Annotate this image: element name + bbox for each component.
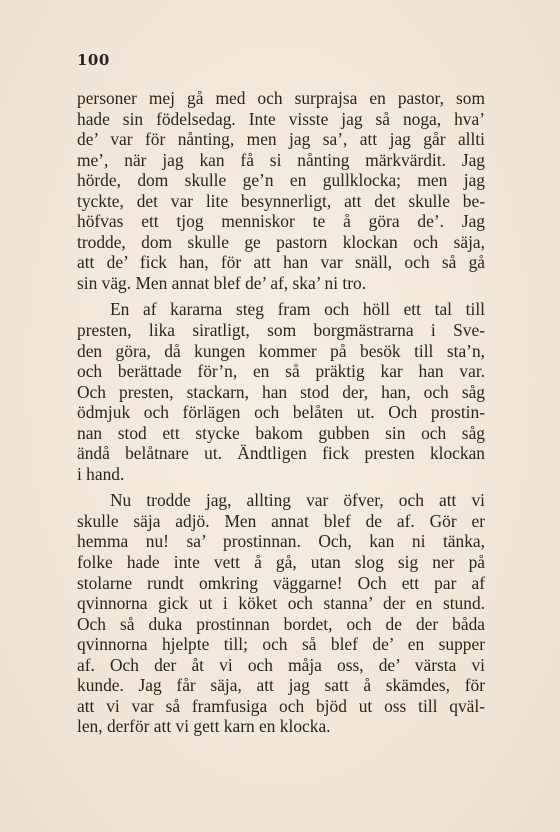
text-line: qvinnorna hjelpte till; och så blef de’ en supper: [77, 634, 485, 655]
text-line: höfvas ett tjog menniskor te å göra de’. Jag: [77, 211, 485, 232]
text-line: kunde. Jag får säja, att jag satt å skämdes, för: [77, 675, 485, 696]
text-line: tyckte, det var lite besynnerligt, att det skulle be-: [77, 190, 485, 211]
text-line: personer mej gå med och surprajsa en pastor, som: [77, 88, 485, 108]
text-line: stolarne rundt omkring väggarne! Och ett par af: [77, 572, 485, 593]
page-number: 100: [77, 51, 110, 69]
text-line: hemma nu! sa’ prostinnan. Och, kan ni tänka,: [77, 531, 485, 552]
text-line: ödmjuk och förlägen och belåten ut. Och prostin-: [77, 402, 485, 423]
text-line: qvinnorna gick ut i köket och stanna’ der en stund.: [77, 593, 485, 614]
text-line: och berättade för’n, en så präktig kar han var.: [77, 361, 485, 382]
text-line: presten, lika siratligt, som borgmästrarna i Sve-: [77, 320, 485, 341]
text-line: att vi var så framfusiga och bjöd ut oss till qväl-: [77, 695, 485, 716]
body-text: [77, 88, 485, 737]
text-line: hade sin födelsedag. Inte visste jag så noga, hva’: [77, 108, 485, 129]
text-line: sin väg. Men annat blef de’ af, ska’ ni tro.: [77, 272, 367, 293]
text-line: i hand.: [77, 463, 125, 484]
text-line: ändå belåtnare ut. Ändtligen fick presten klockan: [77, 443, 485, 464]
text-line: trodde, dom skulle ge pastorn klockan och säja,: [77, 231, 485, 252]
text-line: folke hade inte vett å gå, utan slog sig ner på: [77, 552, 485, 573]
text-line: af. Och der åt vi och måja oss, de’ värsta vi: [77, 654, 485, 675]
paragraph-3: [77, 490, 485, 737]
text-line: Nu trodde jag, allting var öfver, och att vi: [110, 490, 485, 511]
paragraph-2: [77, 299, 485, 484]
text-line: hörde, dom skulle ge’n en gullklocka; men jag: [77, 170, 485, 191]
paragraph-1: [77, 88, 485, 293]
text-line: den göra, då kungen kommer på besök till sta’n,: [77, 340, 485, 361]
text-line: me’, när jag kan få si nånting märkvärdit. Jag: [77, 149, 485, 170]
text-line: Och presten, stackarn, han stod der, han, och såg: [77, 381, 485, 402]
text-line: att de’ fick han, för att han var snäll, och så gå: [77, 252, 485, 273]
text-line: En af kararna steg fram och höll ett tal till: [110, 299, 485, 320]
text-line: skulle säja adjö. Men annat blef de af. Gör er: [77, 510, 485, 531]
text-line: len, derför att vi gett karn en klocka.: [77, 716, 331, 737]
text-line: Och så duka prostinnan bordet, och de der båda: [77, 613, 485, 634]
text-line: de’ var för nånting, men jag sa’, att jag går allti: [77, 129, 485, 150]
text-line: nan stod ett stycke bakom gubben sin och såg: [77, 422, 485, 443]
